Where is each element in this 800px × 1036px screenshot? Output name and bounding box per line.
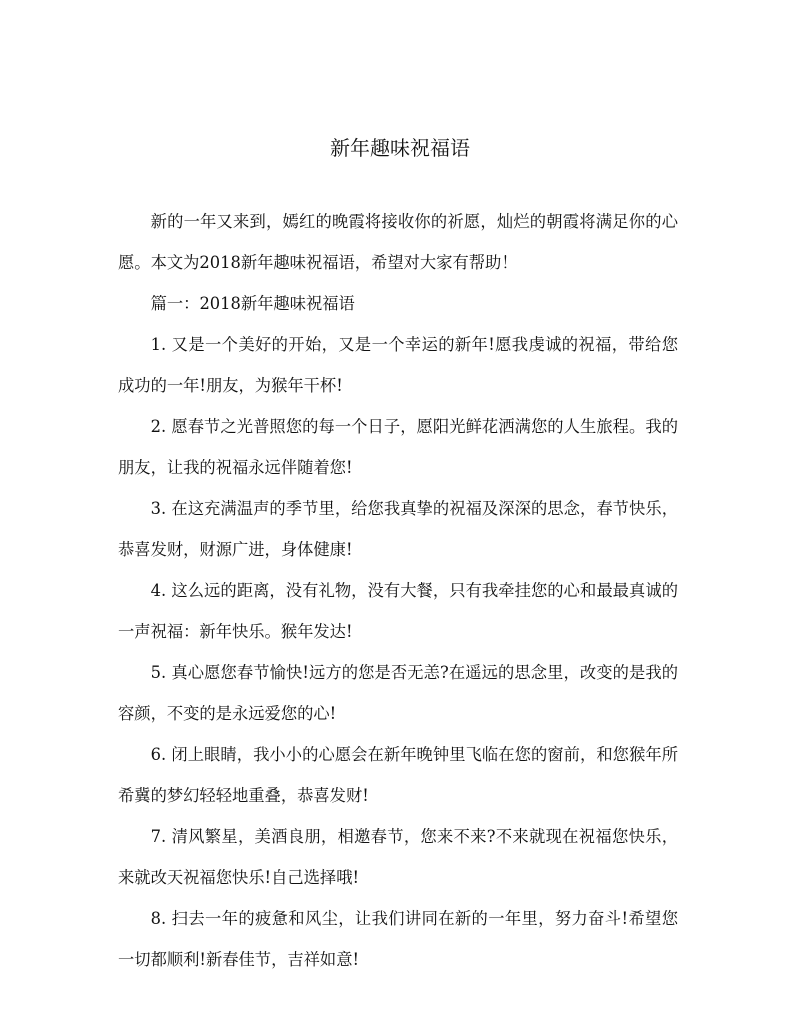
blessing-item-8: 8. 扫去一年的疲惫和风尘，让我们讲同在新的一年里，努力奋斗!希望您一切都顺利!新春佳节，吉祥如意! — [118, 909, 678, 969]
section-heading: 篇一：2018新年趣味祝福语 — [150, 294, 355, 313]
document-body — [118, 201, 678, 980]
blessing-item-3: 3. 在这充满温声的季节里，给您我真挚的祝福及深深的思念，春节快乐，恭喜发财，财源广进，身体健康! — [118, 499, 678, 559]
blessing-item-7: 7. 清风繁星，美酒良朋，相邀春节，您来不来?不来就现在祝福您快乐，来就改天祝福您快乐!自己选择哦! — [118, 827, 678, 887]
blessing-item-4: 4. 这么远的距离，没有礼物，没有大餐，只有我牵挂您的心和最最真诚的一声祝福：新年快乐。猴年发达! — [118, 581, 678, 641]
blessing-item-6: 6. 闭上眼睛，我小小的心愿会在新年晚钟里飞临在您的窗前，和您猴年所希冀的梦幻轻轻地重叠，恭喜发财! — [118, 745, 678, 805]
intro-paragraph: 新的一年又来到，嫣红的晚霞将接收你的祈愿，灿烂的朝霞将满足你的心愿。本文为2018新年趣味祝福语，希望对大家有帮助！ — [118, 212, 678, 272]
blessing-item-2: 2. 愿春节之光普照您的每一个日子，愿阳光鲜花洒满您的人生旅程。我的朋友，让我的祝福永远伴随着您! — [118, 417, 678, 477]
blessing-item-5: 5. 真心愿您春节愉快!远方的您是否无恙?在遥远的思念里，改变的是我的容颜，不变的是永远爱您的心! — [118, 663, 678, 723]
document-title: 新年趣味祝福语 — [330, 136, 470, 160]
blessing-item-1: 1. 又是一个美好的开始，又是一个幸运的新年!愿我虔诚的祝福，带给您成功的一年!朋友，为猴年干杯! — [118, 335, 678, 395]
